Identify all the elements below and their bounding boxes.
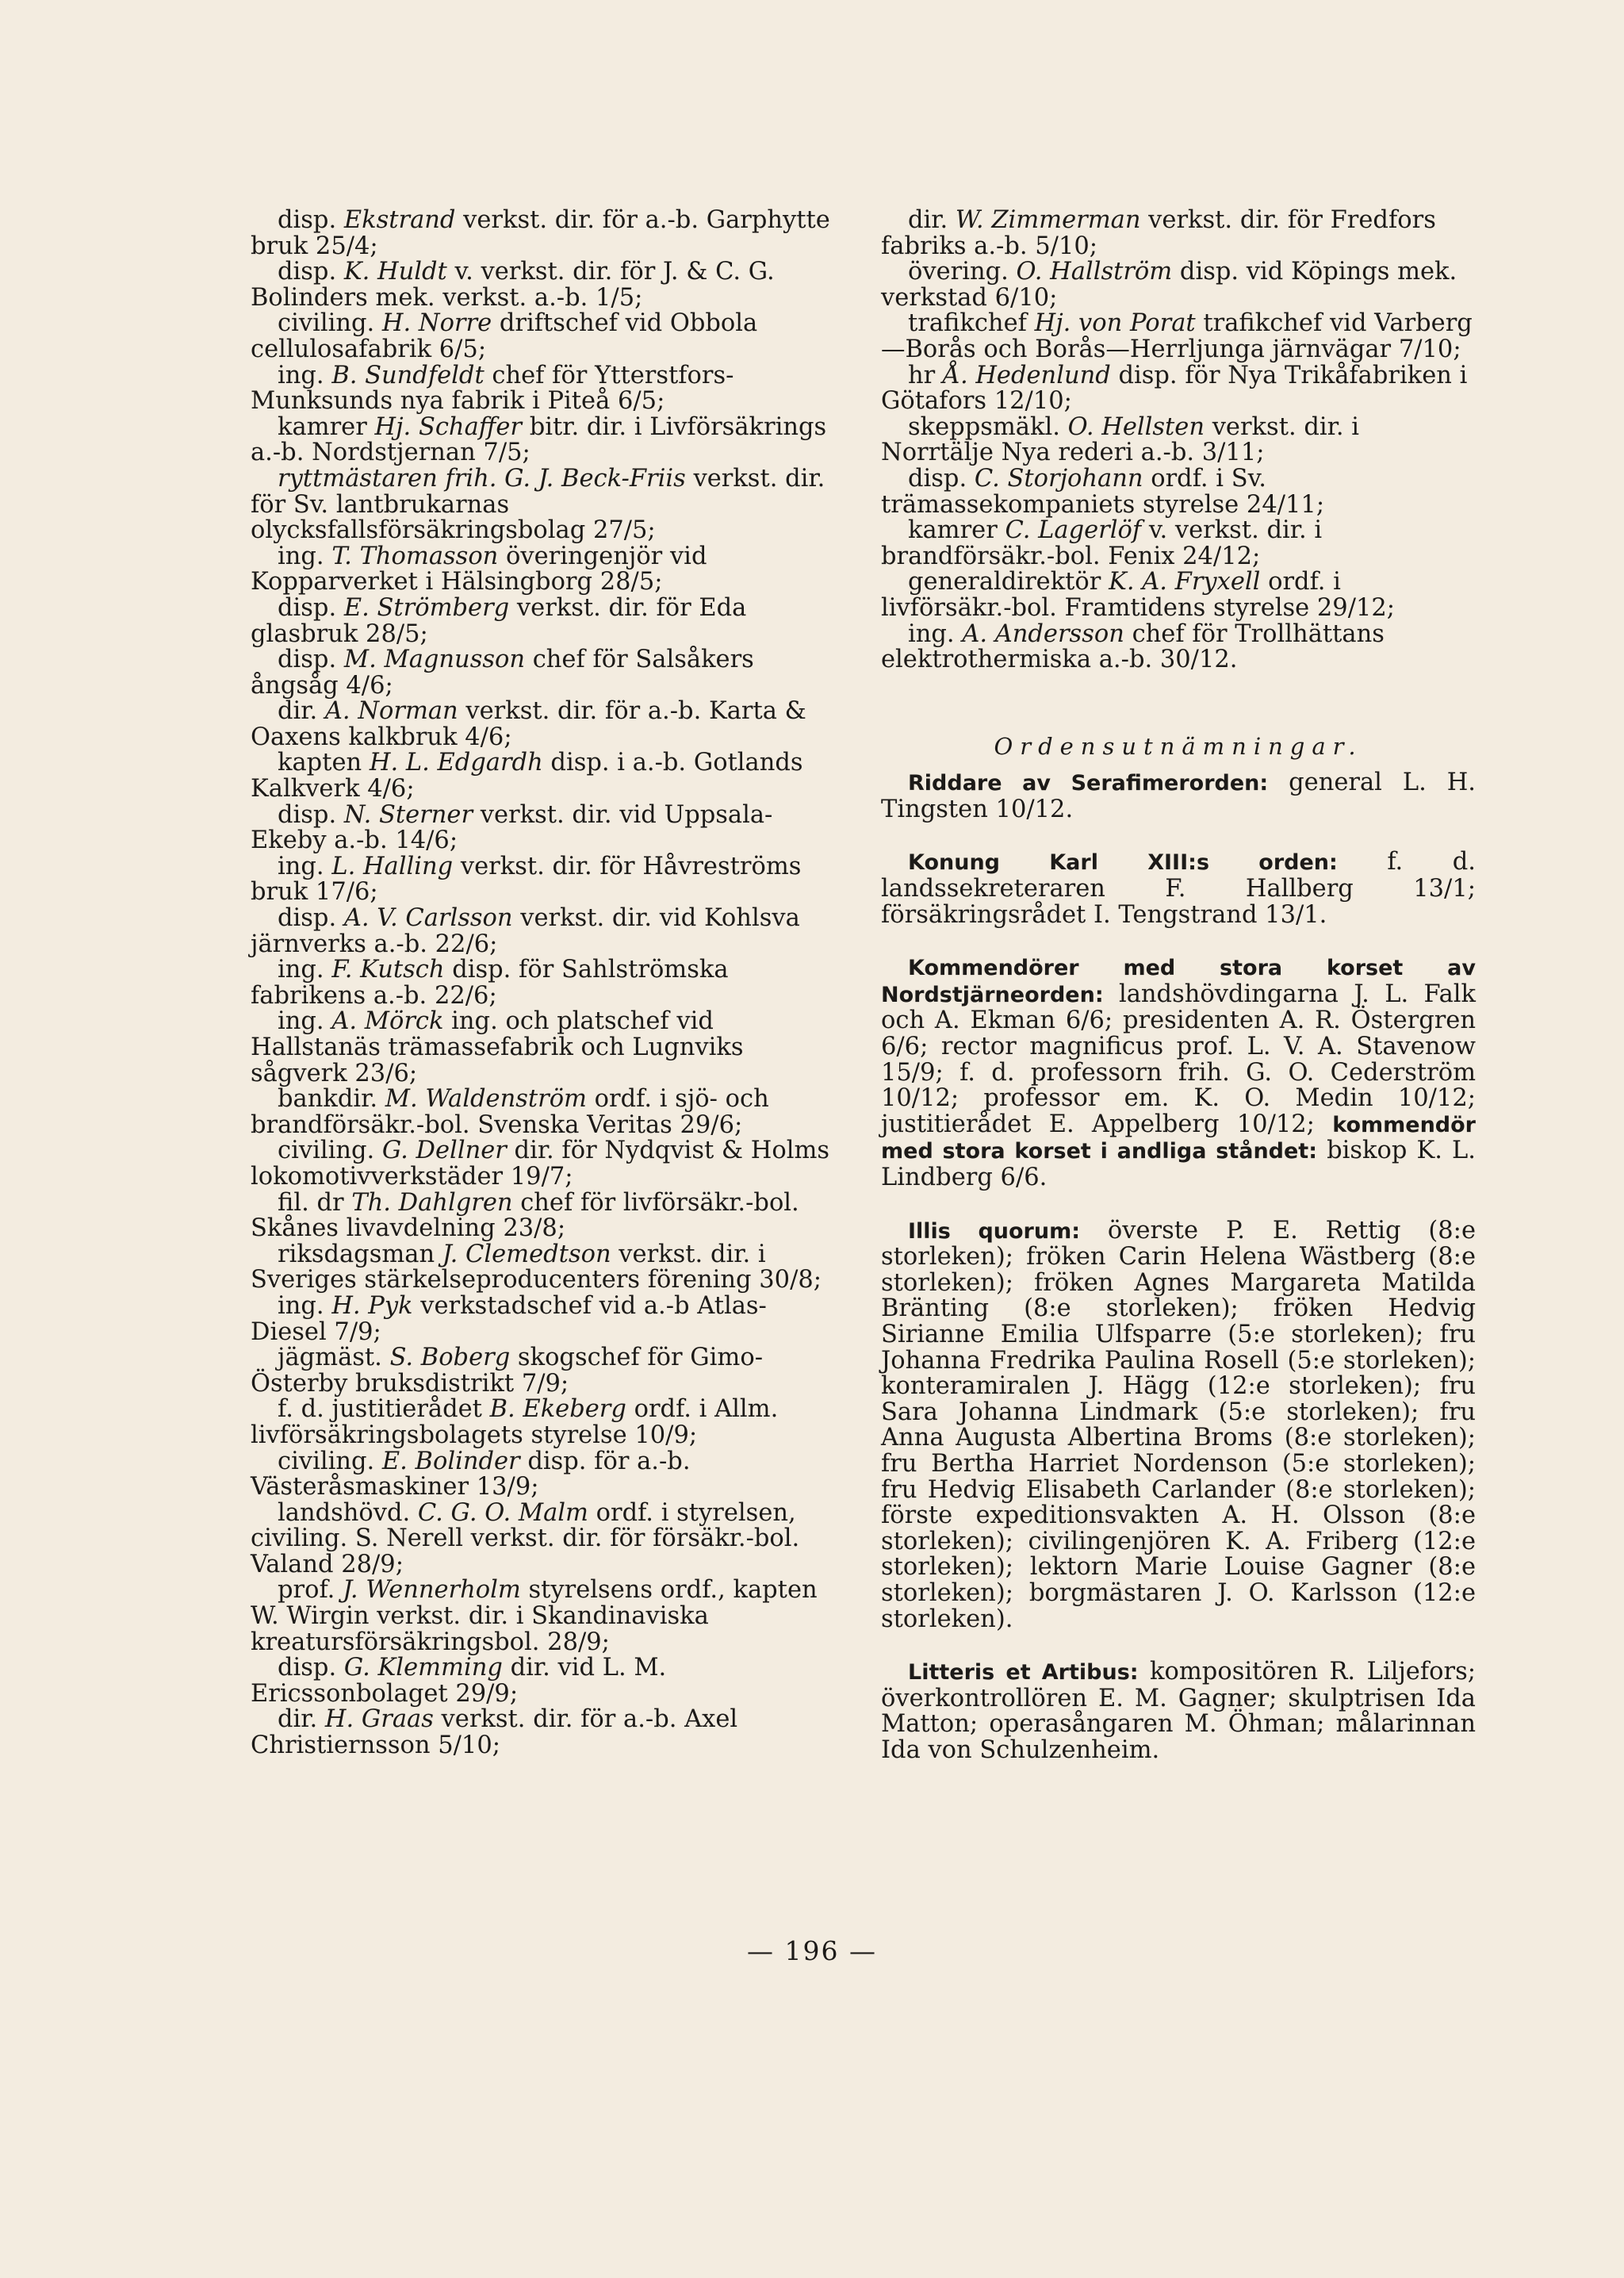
entry-title: hr <box>908 361 943 389</box>
entry-name: Ekstrand <box>343 206 456 234</box>
entry-title: fil. dr <box>278 1188 352 1217</box>
order-paragraph <box>881 849 1476 928</box>
order-heading: kommendör med stora korset i andliga ståndet: <box>881 1112 1476 1164</box>
entry-text: ordf. i Sv. trämassekompaniets styrelse 24/11; <box>881 464 1325 519</box>
entry-title: prof. <box>278 1576 343 1605</box>
entry-title: ing. <box>278 361 332 389</box>
entry-text: verkst. dir. för a.-b. Karta & Oaxens kalkbruk 4/6; <box>251 697 806 751</box>
entry-title: disp. <box>278 206 344 234</box>
entry-text: verkst. dir. för Fredfors fabriks a.-b. 5/10; <box>881 206 1436 260</box>
entry-text: chef för Trollhättans elektrothermiska a.-b. 30/12. <box>881 619 1385 674</box>
entry-title: civiling. <box>278 1447 382 1475</box>
entry-text: dir. vid L. M. Ericssonbolaget 29/9; <box>251 1654 667 1708</box>
entry-name: G. Klemming <box>343 1654 503 1682</box>
entry <box>251 593 836 648</box>
entry-name: H. Norre <box>381 309 492 338</box>
entry-name: N. Sterner <box>343 800 473 829</box>
entry-title: disp. <box>278 1654 344 1682</box>
entry-name: H. L. Edgardh <box>369 749 543 777</box>
order-heading: Konung Karl XIII:s orden: <box>908 850 1338 876</box>
entry-text: v. verkst. dir. i brandförsäkr.-bol. Fenix 24/12; <box>881 516 1323 570</box>
entry <box>251 311 836 362</box>
entry-text: ing. och platschef vid Hallstanäs trämassefabrik och Lugnviks sågverk 23/6; <box>251 1007 744 1087</box>
entry-title: generaldirektör <box>908 568 1109 596</box>
entry <box>251 1397 836 1448</box>
entry-text: styrelsens ordf., kapten W. Wirgin verkst. dir. i Skandinaviska kreatursförsäkringsbol. 28/9; <box>251 1576 818 1656</box>
entry <box>251 1578 836 1655</box>
entry-text: v. verkst. dir. för J. & C. G. Bolinders mek. verkst. a.-b. 1/5; <box>251 258 775 312</box>
entry <box>251 1138 836 1190</box>
entry <box>251 1087 836 1138</box>
order-heading: Litteris et Artibus: <box>908 1660 1139 1685</box>
entry-name: M. Waldenström <box>385 1085 587 1114</box>
entry-text: verkst. dir. i Norrtälje Nya rederi a.-b. 3/11; <box>881 412 1359 467</box>
entry-name: S. Boberg <box>389 1344 511 1372</box>
entry-name: B. Ekeberg <box>489 1395 626 1424</box>
entry <box>881 619 1476 674</box>
section-title: Ordensutnämningar. <box>994 732 1363 760</box>
entry-title: civiling. <box>278 1137 382 1165</box>
entry-name: F. Kutsch <box>331 956 445 984</box>
entry-title: kapten <box>278 749 370 777</box>
entry-name: A. V. Carlsson <box>343 904 513 933</box>
order-paragraph <box>881 1218 1476 1633</box>
entry-text: chef för livförsäkr.-bol. Skånes livavdelning 23/8; <box>251 1188 799 1243</box>
entry <box>251 363 836 415</box>
entry-title: bankdir. <box>278 1085 385 1114</box>
entry-name: K. A. Fryxell <box>1109 568 1261 596</box>
entry-text: chef för Ytterstfors-Munksunds nya fabrik i Piteå 6/5; <box>251 361 734 416</box>
entry-text: disp. för Sahlströmska fabrikens a.-b. 22/6; <box>251 956 729 1010</box>
entry <box>251 1345 836 1397</box>
entry-name: Hj. von Porat <box>1034 309 1196 338</box>
entry-title: ing. <box>278 542 332 570</box>
entry-text: dir. för Nydqvist & Holms lokomotivverkstäder 19/7; <box>251 1137 830 1191</box>
entry-name: K. Huldt <box>343 258 447 286</box>
entry-title: landshövd. <box>278 1498 418 1527</box>
entry-title: ing. <box>278 852 332 880</box>
entry-name: J. Clemedtson <box>442 1240 611 1268</box>
entry-name: T. Thomasson <box>331 542 499 570</box>
order-heading: Riddare av Serafimerorden: <box>908 771 1269 796</box>
entry-text: verkst. dir. i Sveriges stärkelseproducenters förening 30/8; <box>251 1240 822 1294</box>
entry-name: H. Graas <box>324 1705 434 1734</box>
entry <box>881 466 1476 518</box>
entry <box>251 259 836 311</box>
entry-name: C. Lagerlöf <box>1005 516 1142 545</box>
entry-name: C. Storjohann <box>974 464 1143 493</box>
entry-name: A. Andersson <box>962 619 1124 648</box>
entry <box>251 1655 836 1707</box>
entry <box>881 311 1476 362</box>
entry <box>251 699 836 750</box>
order-heading: Kommendörer med stora korset av Nordstjärneorden: <box>881 956 1476 1007</box>
order-text: f. d. landssekreteraren F. Hallberg 13/1; försäkringsrådet I. Tengstrand 13/1. <box>881 848 1476 929</box>
entry-name: W. Zimmerman <box>955 206 1141 234</box>
right-column <box>881 208 1476 1790</box>
order-text: biskop K. L. Lindberg 6/6. <box>881 1137 1476 1191</box>
entry <box>251 1291 836 1346</box>
order-heading: Illis quorum: <box>908 1218 1081 1244</box>
entry-name: A. Norman <box>324 697 458 726</box>
entry-name: B. Sundfeldt <box>331 361 485 389</box>
entry <box>251 957 836 1009</box>
order-text: landshövdingarna J. L. Falk och A. Ekman 6/6; presidenten A. R. Östergren 6/6; rector magnificus prof. L. V. A. Stavenow 15/9; f. d. professorn frih. G. O. Cederström 10/12; professor em. K. O. Medin 10/12; justitierådet E. Appelberg 10/12; <box>881 980 1476 1138</box>
left-column <box>251 208 836 1759</box>
entry <box>251 412 836 467</box>
entry <box>251 854 836 906</box>
entry-text: verkst. dir. för Håvreströms bruk 17/6; <box>251 852 802 907</box>
entry-text: verkst. dir. vid Kohlsva järnverks a.-b. 22/6; <box>251 904 800 958</box>
entry-text: disp. vid Köpings mek. verkstad 6/10; <box>881 258 1457 312</box>
entry-name: E. Strömberg <box>343 593 510 622</box>
entry <box>881 570 1476 621</box>
entry-title: disp. <box>278 258 344 286</box>
order-paragraph <box>881 955 1476 1191</box>
entry <box>251 466 836 544</box>
entry-name: Hj. Schaffer <box>374 412 522 441</box>
entry <box>251 647 836 699</box>
entry-text: verkstadschef vid a.-b Atlas-Diesel 7/9; <box>251 1291 767 1346</box>
entry <box>251 208 836 259</box>
entry <box>251 1009 836 1087</box>
entry-title: disp. <box>278 646 344 674</box>
entry <box>251 1498 836 1578</box>
orders-list <box>881 770 1476 1763</box>
entry <box>251 1449 836 1501</box>
entry <box>251 800 836 855</box>
entry-text: chef för Salsåkers ångsåg 4/6; <box>251 646 754 700</box>
entry <box>881 412 1476 467</box>
entry-name: Å. Hedenlund <box>942 361 1111 389</box>
entry-title: disp. <box>278 904 344 933</box>
entry-text: disp. i a.-b. Gotlands Kalkverk 4/6; <box>251 749 803 803</box>
entry-title: jägmäst. <box>278 1344 390 1372</box>
entry-name: H. Pyk <box>331 1291 413 1320</box>
order-paragraph <box>881 1659 1476 1763</box>
right-entries <box>881 208 1476 673</box>
entry-title: disp. <box>278 800 344 829</box>
entry-name: M. Magnusson <box>343 646 526 674</box>
entry-text: ordf. i livförsäkr.-bol. Framtidens styrelse 29/12; <box>881 568 1396 622</box>
entry-text: verkst. dir. för Sv. lantbrukarnas olycksfallsförsäkringsbolag 27/5; <box>251 464 825 545</box>
entry-text: ordf. i styrelsen, civiling. S. Nerell verkst. dir. för försäkr.-bol. Valand 28/9; <box>251 1498 800 1578</box>
entry-text: ordf. i Allm. livförsäkringsbolagets styrelse 10/9; <box>251 1395 779 1449</box>
entry-text: verkst. dir. vid Uppsala-Ekeby a.-b. 14/6; <box>251 800 773 855</box>
entry <box>251 1188 836 1243</box>
entry-title: kamrer <box>908 516 1005 545</box>
entry-name: L. Halling <box>331 852 454 880</box>
entry-text: bitr. dir. i Livförsäkrings a.-b. Nordstjernan 7/5; <box>251 412 827 467</box>
order-text: kompositören R. Liljefors; överkontrollören E. M. Gagner; skulptrisen Ida Matton; operasångaren M. Öhman; målarinnan Ida von Schulzenheim. <box>881 1658 1476 1764</box>
entry-title: disp. <box>278 593 344 622</box>
entry-name: O. Hallström <box>1016 258 1173 286</box>
entry-title: ing. <box>908 619 963 648</box>
entry <box>881 259 1476 311</box>
entry-text: skogschef för Gimo-Österby bruksdistrikt 7/9; <box>251 1344 763 1398</box>
order-text: överste P. E. Rettig (8:e storleken); fröken Carin Helena Wästberg (8:e storleken); fröken Agnes Margareta Matilda Bränting (8:e storleken); fröken Hedvig Sirianne Emilia Ulfsparre (5:e storleken); fru Johanna Fredrika Paulina Rosell (5:e storleken); konteramiralen J. Hägg (12:e storleken); fru Sara Johanna Lindmark (5:e storleken); fru Anna Augusta Albertina Broms (8:e storleken); fru Bertha Harriet Nordenson (5:e storleken); fru Hedvig Elisabeth Carlander (8:e storleken); förste expeditionsvakten A. H. Olsson (8:e storleken); civilingenjören K. A. Friberg (12:e storleken); lektorn Marie Louise Gagner (8:e storleken); borgmästaren J. O. Karlsson (12:e storleken). <box>881 1216 1476 1633</box>
entry-name: E. Bolinder <box>381 1447 520 1475</box>
entry-text: verkst. dir. för Eda glasbruk 28/5; <box>251 593 747 648</box>
entry-text: disp. för Nya Trikåfabriken i Götafors 12/10; <box>881 361 1468 416</box>
entry-text: verkst. dir. för a.-b. Garphytte bruk 25/4; <box>251 206 830 260</box>
entry-title: dir. <box>278 1705 325 1734</box>
entry-text: överingenjör vid Kopparverket i Hälsingborg 28/5; <box>251 542 707 596</box>
entry-title: civiling. <box>278 309 382 338</box>
entry <box>251 544 836 596</box>
entry <box>251 906 836 957</box>
entry <box>881 518 1476 570</box>
entry <box>881 363 1476 415</box>
entry-name: G. Dellner <box>381 1137 507 1165</box>
entry-name: A. Mörck <box>331 1007 444 1036</box>
entry-title: ing. <box>278 1007 332 1036</box>
entry-title: dir. <box>278 697 325 726</box>
entry-title: kamrer <box>278 412 375 441</box>
page-number: — 196 — <box>747 1935 877 1966</box>
entry-title: riksdagsman <box>278 1240 442 1268</box>
entry-name: C. G. O. Malm <box>417 1498 588 1527</box>
entry-text: ordf. i sjö- och brandförsäkr.-bol. Svenska Veritas 29/6; <box>251 1085 769 1139</box>
entry-title: f. d. justitierådet <box>278 1395 490 1424</box>
entry-name: Th. Dahlgren <box>351 1188 513 1217</box>
order-paragraph <box>881 770 1476 823</box>
entry-text: driftschef vid Obbola cellulosafabrik 6/5; <box>251 309 758 363</box>
entry-title: skeppsmäkl. <box>908 412 1068 441</box>
order-text: general L. H. Tingsten 10/12. <box>881 769 1476 823</box>
entry-text: verkst. dir. för a.-b. Axel Christiernsson 5/10; <box>251 1705 738 1760</box>
entry <box>251 1707 836 1758</box>
entry-title: dir. <box>908 206 956 234</box>
entry-title: övering. <box>908 258 1017 286</box>
entry-name: J. Wennerholm <box>343 1576 521 1605</box>
entry-text: trafikchef vid Varberg—Borås och Borås—Herrljunga järnvägar 7/10; <box>881 309 1473 363</box>
entry <box>251 750 836 802</box>
entry-text: disp. för a.-b. Västeråsmaskiner 13/9; <box>251 1447 691 1501</box>
entry-name: ryttmästaren frih. G. J. Beck-Friis <box>278 464 686 493</box>
entry-title: trafikchef <box>908 309 1035 338</box>
entry-name: O. Hellsten <box>1067 412 1205 441</box>
entry-title: ing. <box>278 956 332 984</box>
entry-title: disp. <box>908 464 975 493</box>
entry <box>251 1242 836 1294</box>
entry <box>881 208 1476 259</box>
entry-title: ing. <box>278 1291 332 1320</box>
